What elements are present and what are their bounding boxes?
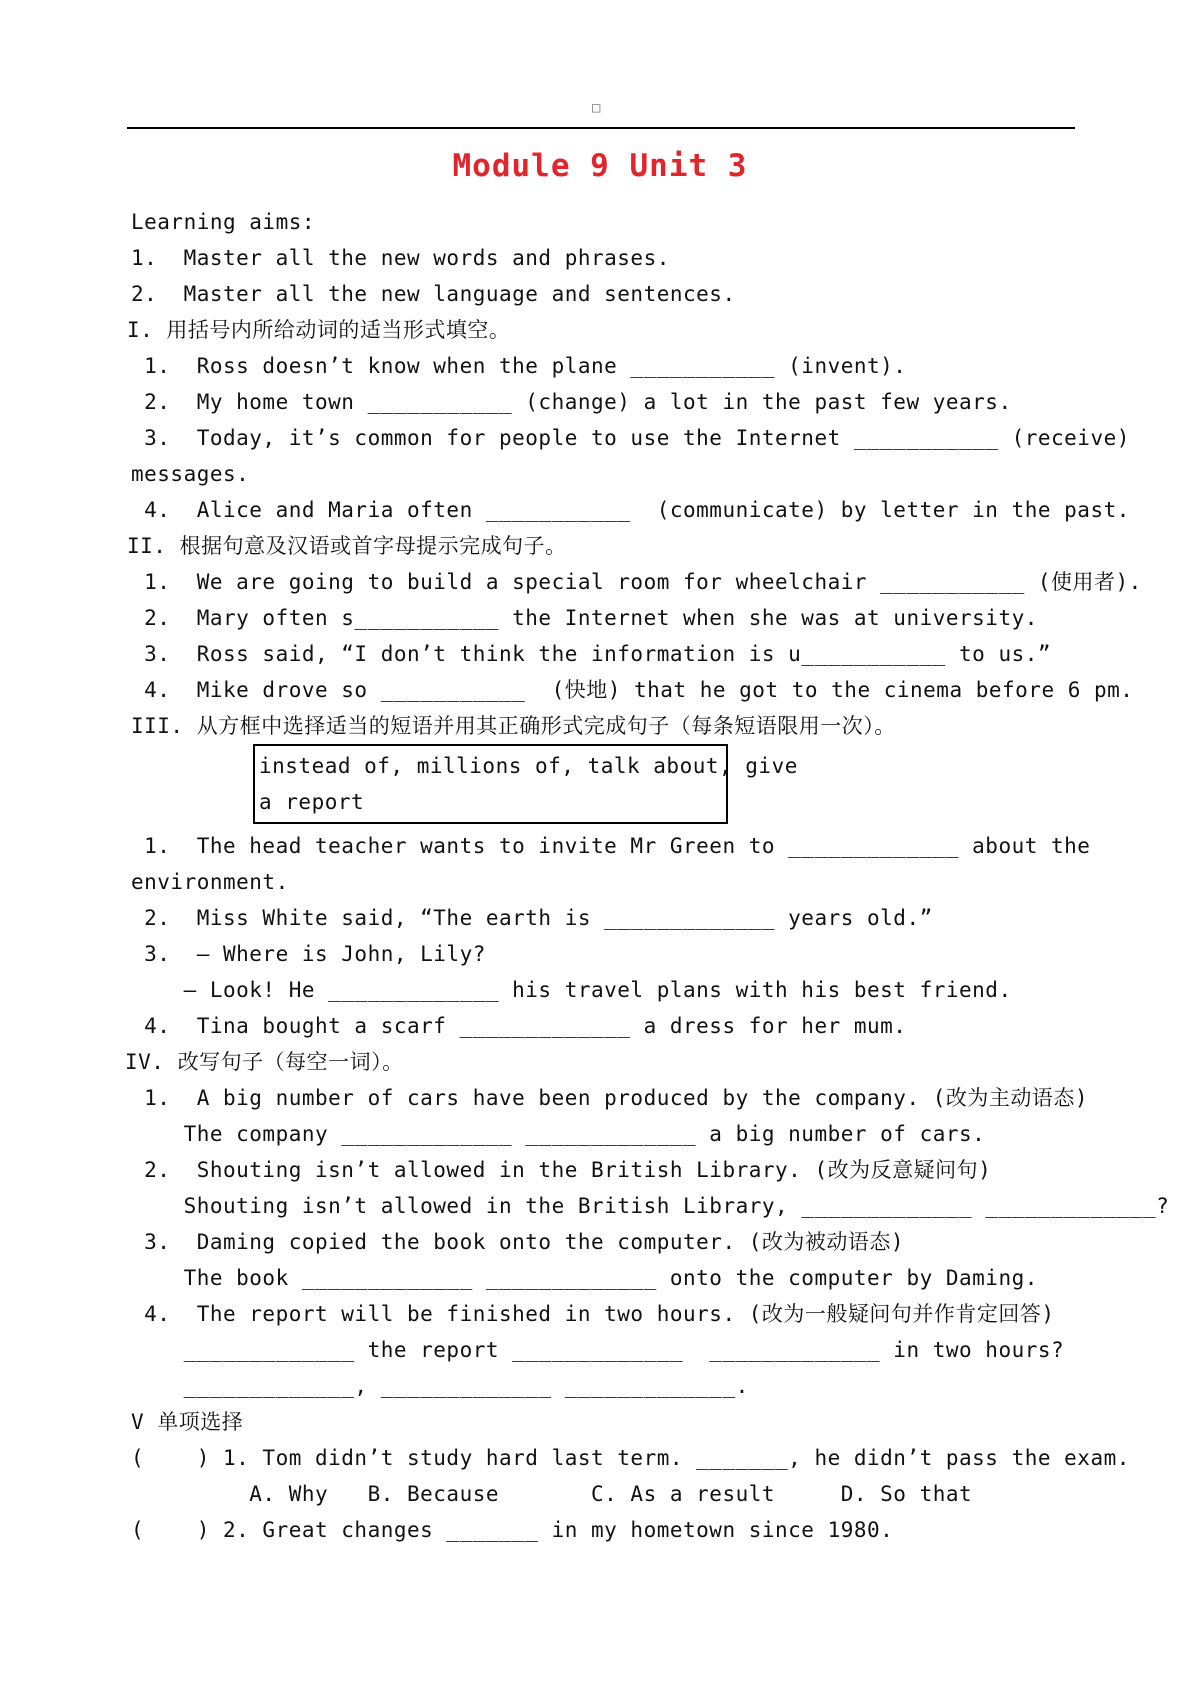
question-line: 4. The report will be finished in two hours. (改为一般疑问句并作肯定回答) [131,1302,1055,1326]
section-heading: V 单项选择 [131,1410,244,1434]
question-line: 2. Shouting isn’t allowed in the British Library. (改为反意疑问句) [131,1158,992,1182]
question-line: 4. Alice and Maria often ___________ (communicate) by letter in the past. [131,498,1130,522]
question-line: ( ) 1. Tom didn’t study hard last term. _______, he didn’t pass the exam. [131,1446,1130,1470]
section-heading: III. 从方框中选择适当的短语并用其正确形式完成句子（每条短语限用一次）。 [131,714,896,738]
question-line: environment. [131,870,289,894]
aims-label: Learning aims: [131,210,316,234]
question-line: 2. Miss White said, “The earth is _____________ years old.” [131,906,933,930]
phrase-box-line: instead of, millions of, talk about, give [259,754,798,778]
question-line: _____________, _____________ _____________. [131,1374,749,1398]
question-line: ( ) 2. Great changes _______ in my hometown since 1980. [131,1518,894,1542]
question-line: 3. Today, it’s common for people to use the Internet ___________ (receive) [131,426,1130,450]
question-line: Shouting isn’t allowed in the British Library, _____________ _____________? [131,1194,1170,1218]
section-heading: IV. 改写句子（每空一词）。 [125,1050,404,1074]
question-line: 4. Tina bought a scarf _____________ a dress for her mum. [131,1014,907,1038]
question-line: 4. Mike drove so ___________ (快地) that he got to the cinema before 6 pm. [131,678,1134,702]
page-title: Module 9 Unit 3 [452,148,748,184]
question-line: 2. Mary often s___________ the Internet when she was at university. [131,606,1038,630]
aim-item: 2. Master all the new language and sentences. [131,282,736,306]
question-line: _____________ the report _____________ _____________ in two hours? [131,1338,1065,1362]
question-line: — Look! He _____________ his travel plans with his best friend. [131,978,1012,1002]
question-line: 3. — Where is John, Lily? [131,942,486,966]
question-line: 1. We are going to build a special room for wheelchair ___________ (使用者). [131,570,1142,594]
aim-item: 1. Master all the new words and phrases. [131,246,670,270]
question-line: 2. My home town ___________ (change) a lot in the past few years. [131,390,1012,414]
question-line: 1. Ross doesn’t know when the plane ___________ (invent). [131,354,907,378]
question-line: The book _____________ _____________ onto the computer by Daming. [131,1266,1038,1290]
header-rule [127,127,1075,129]
question-line: 3. Ross said, “I don’t think the information is u___________ to us.” [131,642,1052,666]
question-line: messages. [131,462,250,486]
phrase-box [253,744,798,824]
phrase-box-line: a report [259,790,365,814]
question-line: The company _____________ _____________ a big number of cars. [131,1122,986,1146]
section-heading: II. 根据句意及汉语或首字母提示完成句子。 [127,534,567,558]
question-line: 1. The head teacher wants to invite Mr Green to _____________ about the [131,834,1091,858]
option-line: A. Why B. Because C. As a result D. So that [131,1482,973,1506]
question-line: 3. Daming copied the book onto the computer. (改为被动语态) [131,1230,905,1254]
question-line: 1. A big number of cars have been produced by the company. (改为主动语态) [131,1086,1089,1110]
section-heading: I. 用括号内所给动词的适当形式填空。 [127,318,511,342]
header-mark: □ [592,100,601,116]
